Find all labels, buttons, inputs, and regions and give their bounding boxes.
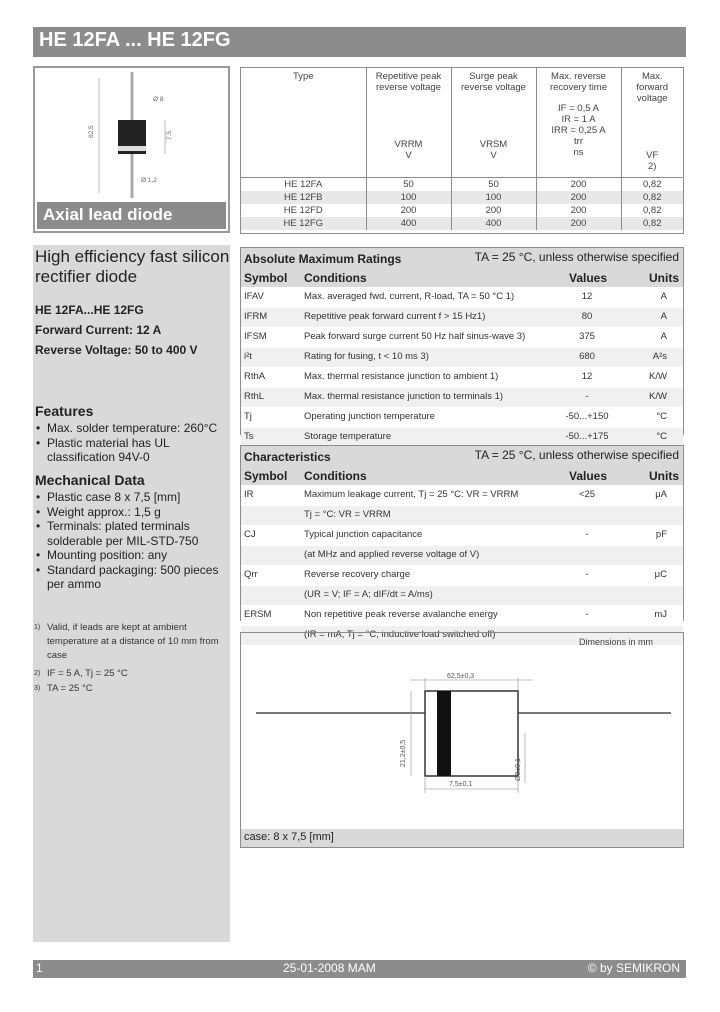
table-row — [241, 605, 683, 625]
unit-trr: ns — [573, 147, 584, 158]
section-condition: TA = 25 °C, unless otherwise specified — [474, 448, 679, 462]
column-headers — [241, 270, 683, 287]
table-row — [241, 307, 683, 327]
cell-vrrm: 50 — [366, 178, 451, 192]
title-bar — [33, 27, 686, 57]
cell-condition: (at MHz and applied reverse voltage of V) — [304, 549, 480, 560]
left-column — [33, 245, 230, 942]
col-units: Units — [649, 469, 679, 483]
cell-type: HE 12FG — [241, 217, 366, 230]
cell-condition: Max. averaged fwd. current, R-load, TA = 50 °C 1) — [304, 291, 515, 302]
cell-vrsm: 400 — [451, 217, 536, 230]
vf-header — [621, 68, 683, 178]
trr-header — [536, 68, 621, 178]
page-title: HE 12FA ... HE 12FG — [39, 29, 231, 51]
table-row — [241, 347, 683, 367]
cell-unit: K/W — [649, 391, 667, 402]
cell-unit: °C — [656, 411, 667, 422]
cell-type: HE 12FB — [241, 191, 366, 204]
cell-value: - — [585, 609, 589, 620]
cell-condition: Tj = °C: VR = VRRM — [304, 509, 391, 520]
cell-unit: μA — [655, 489, 667, 500]
table-row — [241, 427, 683, 447]
dim-body-dia: Ø 8 — [153, 96, 164, 103]
dim-lead-dia: Ø 1,2 — [141, 177, 157, 184]
mech-item: • Plastic case 8 x 7,5 [mm] — [35, 490, 227, 505]
cell-unit: °C — [656, 431, 667, 442]
cell-condition: Maximum leakage current, Tj = 25 °C: VR = VRRM — [304, 489, 519, 500]
subtitle-line1: High efficiency fast silicon — [35, 247, 230, 266]
cell-vf: 0,82 — [621, 217, 683, 230]
footer-date: 25-01-2008 MAM — [283, 961, 376, 975]
cell-vf: 0,82 — [621, 204, 683, 217]
feature-item: • Max. solder temperature: 260°C — [35, 421, 227, 436]
product-range: HE 12FA...HE 12FG — [35, 303, 144, 317]
cell-type: HE 12FD — [283, 205, 323, 216]
symbol-trr: trr — [574, 136, 583, 147]
cell-vrrm: 400 — [366, 217, 451, 230]
cell-vrsm: 200 — [451, 204, 536, 217]
cell-symbol: IR — [244, 489, 254, 500]
image-caption: Axial lead diode — [43, 205, 173, 224]
cell-value: -50...+150 — [565, 411, 609, 422]
cell-unit: A — [660, 331, 667, 342]
header-vf: Max. forward voltage — [636, 71, 669, 104]
cell-symbol: Ts — [244, 431, 254, 442]
cell-value: <25 — [578, 489, 596, 500]
col-units: Units — [649, 271, 679, 285]
feature-item: • Plastic material has UL classification 94V-0 — [35, 436, 227, 465]
column-headers — [241, 468, 683, 485]
table-row — [241, 367, 683, 387]
cell-condition: Peak forward surge current 50 Hz half sinus-wave 3) — [304, 331, 526, 342]
table-row — [241, 485, 683, 505]
dim-length-label: 62,5±0,3 — [447, 673, 475, 680]
absolute-max-ratings — [240, 247, 684, 442]
table-row — [241, 327, 683, 347]
trr-condition: IRR = 0,25 A — [551, 125, 606, 136]
page-number: 1 — [36, 961, 43, 975]
cell-trr: 200 — [536, 204, 621, 217]
cell-value: 680 — [579, 351, 595, 362]
footnote-number: 3) — [34, 685, 41, 692]
col-symbol: Symbol — [244, 271, 288, 285]
cell-vf: 0,82 — [621, 191, 683, 204]
type-header — [241, 68, 366, 178]
col-conditions: Conditions — [304, 469, 367, 483]
features-heading: Features — [35, 403, 94, 419]
cell-vrsm: 100 — [451, 191, 536, 204]
subtitle-line2: rectifier diode — [35, 267, 138, 286]
table-row — [241, 505, 683, 525]
cell-trr: 200 — [536, 217, 621, 230]
section-header — [241, 248, 683, 270]
dim-lead-dia-label: Ø8±0,1 — [515, 758, 522, 781]
cell-unit: A — [660, 291, 667, 302]
cell-value: 12 — [581, 291, 593, 302]
section-header — [241, 446, 683, 468]
footer — [33, 960, 686, 978]
cell-vf: 0,82 — [621, 178, 683, 192]
cell-symbol: IFSM — [244, 331, 267, 342]
cell-type: HE 12FA — [284, 179, 323, 190]
dimension-svg — [241, 633, 683, 829]
table-row — [241, 525, 683, 545]
cell-symbol: CJ — [244, 529, 256, 540]
unit-vf: 2) — [648, 161, 657, 172]
cell-symbol: IFRM — [244, 311, 268, 322]
forward-current: Forward Current: 12 A — [35, 323, 162, 337]
case-caption: case: 8 x 7,5 [mm] — [244, 831, 334, 843]
footnote-text: Valid, if leads are kept at ambient temperature at a distance of 10 mm from case — [47, 622, 219, 661]
cell-condition: Max. thermal resistance junction to ambient 1) — [304, 371, 499, 382]
cell-symbol: IFAV — [244, 291, 264, 302]
type-table-grid — [241, 68, 683, 230]
cell-trr: 200 — [536, 191, 621, 204]
mechanical-heading: Mechanical Data — [35, 472, 145, 488]
product-image-box — [33, 66, 230, 233]
table-row — [241, 287, 683, 307]
col-symbol: Symbol — [244, 469, 288, 483]
mech-item: • Terminals: plated terminals solderable per MIL-STD-750 — [35, 519, 227, 548]
section-condition: TA = 25 °C, unless otherwise specified — [474, 250, 679, 264]
mech-item: • Mounting position: any — [35, 548, 227, 563]
footnote-number: 2) — [34, 670, 41, 677]
dim-length: 62,5 — [88, 125, 95, 138]
cell-value: -50...+175 — [565, 431, 609, 442]
dim-width-label: 7,5±0,1 — [449, 781, 473, 788]
footnote-text: TA = 25 °C — [47, 683, 93, 694]
cell-unit: K/W — [649, 371, 667, 382]
cell-value: - — [585, 391, 589, 402]
cell-symbol: Qrr — [244, 569, 258, 580]
cell-unit: A — [660, 311, 667, 322]
image-caption-bar — [37, 202, 226, 229]
unit-vrrm: V — [405, 150, 412, 161]
symbol-vrrm: VRRM — [394, 139, 423, 150]
cell-condition: Max. thermal resistance junction to terminals 1) — [304, 391, 504, 402]
symbol-vf: VF — [646, 150, 659, 161]
diode-drawing — [35, 68, 228, 203]
char-rows — [241, 485, 683, 645]
vrrm-header — [366, 68, 451, 178]
cell-unit: mJ — [654, 609, 667, 620]
reverse-voltage: Reverse Voltage: 50 to 400 V — [35, 343, 198, 357]
cell-vrrm: 200 — [366, 204, 451, 217]
cell-condition: (IR = mA; Tj = °C; inductive load switched off) — [304, 629, 496, 640]
table-row — [241, 407, 683, 427]
characteristics — [240, 445, 684, 640]
unit-vrsm: V — [490, 150, 497, 161]
cell-unit: pF — [655, 529, 667, 540]
mech-item: • Standard packaging: 500 pieces per ammo — [35, 563, 227, 592]
cell-vrrm: 100 — [366, 191, 451, 204]
cell-value: 80 — [581, 311, 593, 322]
features-list — [35, 421, 227, 465]
cell-condition: Reverse recovery charge — [304, 569, 411, 580]
footnote — [33, 682, 228, 696]
footnote — [33, 621, 228, 663]
cell-value: 12 — [581, 371, 593, 382]
subtitle — [35, 247, 229, 287]
table-row — [241, 178, 683, 192]
footnote-text: IF = 5 A, Tj = 25 °C — [47, 668, 128, 679]
case-caption-bar — [241, 829, 683, 847]
abs-rows — [241, 287, 683, 447]
cell-value: 375 — [579, 331, 595, 342]
cell-condition: Repetitive peak forward current f > 15 Hz1) — [304, 311, 486, 322]
table-row — [241, 387, 683, 407]
dim-body-len: 7,5 — [166, 130, 173, 140]
dim-body-dia-label: 21,2±0,5 — [400, 739, 407, 767]
symbol-vrsm: VRSM — [479, 139, 508, 150]
col-values: Values — [569, 469, 608, 483]
cell-symbol: Tj — [244, 411, 252, 422]
trr-condition: IR = 1 A — [561, 114, 596, 125]
header-trr: Max. reverse recovery time — [549, 71, 607, 93]
cell-symbol: ERSM — [244, 609, 272, 620]
cell-symbol: RthA — [244, 371, 266, 382]
section-title: Characteristics — [244, 450, 331, 464]
col-values: Values — [569, 271, 608, 285]
cell-symbol: i²t — [244, 351, 252, 362]
cell-condition: Rating for fusing, t < 10 ms 3) — [304, 351, 429, 362]
dimensions-note: Dimensions in mm — [579, 637, 654, 647]
footnote — [33, 667, 228, 681]
table-row — [241, 545, 683, 565]
header-vrrm: Repetitive peak reverse voltage — [375, 71, 442, 93]
table-row — [241, 565, 683, 585]
footer-copyright: © by SEMIKRON — [587, 961, 680, 975]
cell-unit: A²s — [652, 351, 667, 362]
table-row — [241, 217, 683, 230]
dimension-drawing — [240, 632, 684, 848]
cell-condition: Storage temperature — [304, 431, 392, 442]
table-row — [241, 204, 683, 217]
cell-condition: Non repetitive peak reverse avalanche energy — [304, 609, 498, 620]
header-type: Type — [292, 71, 314, 82]
cell-unit: μC — [654, 569, 667, 580]
header-vrsm: Surge peak reverse voltage — [461, 71, 526, 93]
col-conditions: Conditions — [304, 271, 367, 285]
cell-value: - — [585, 529, 589, 540]
table-row — [241, 585, 683, 605]
cell-value: - — [585, 569, 589, 580]
mechanical-list — [35, 490, 227, 592]
cell-vrsm: 50 — [451, 178, 536, 192]
trr-condition: IF = 0,5 A — [558, 103, 599, 114]
cell-condition: Operating junction temperature — [304, 411, 435, 422]
cell-condition: Typical junction capacitance — [304, 529, 423, 540]
footnote-number: 1) — [34, 624, 41, 631]
mech-item: • Weight approx.: 1,5 g — [35, 505, 227, 520]
type-table — [240, 67, 684, 234]
vrsm-header — [451, 68, 536, 178]
cell-condition: (UR = V; IF = A; dIF/dt = A/ms) — [304, 589, 433, 600]
cell-symbol: RthL — [244, 391, 265, 402]
table-row — [241, 191, 683, 204]
cell-trr: 200 — [536, 178, 621, 192]
section-title: Absolute Maximum Ratings — [244, 252, 402, 266]
